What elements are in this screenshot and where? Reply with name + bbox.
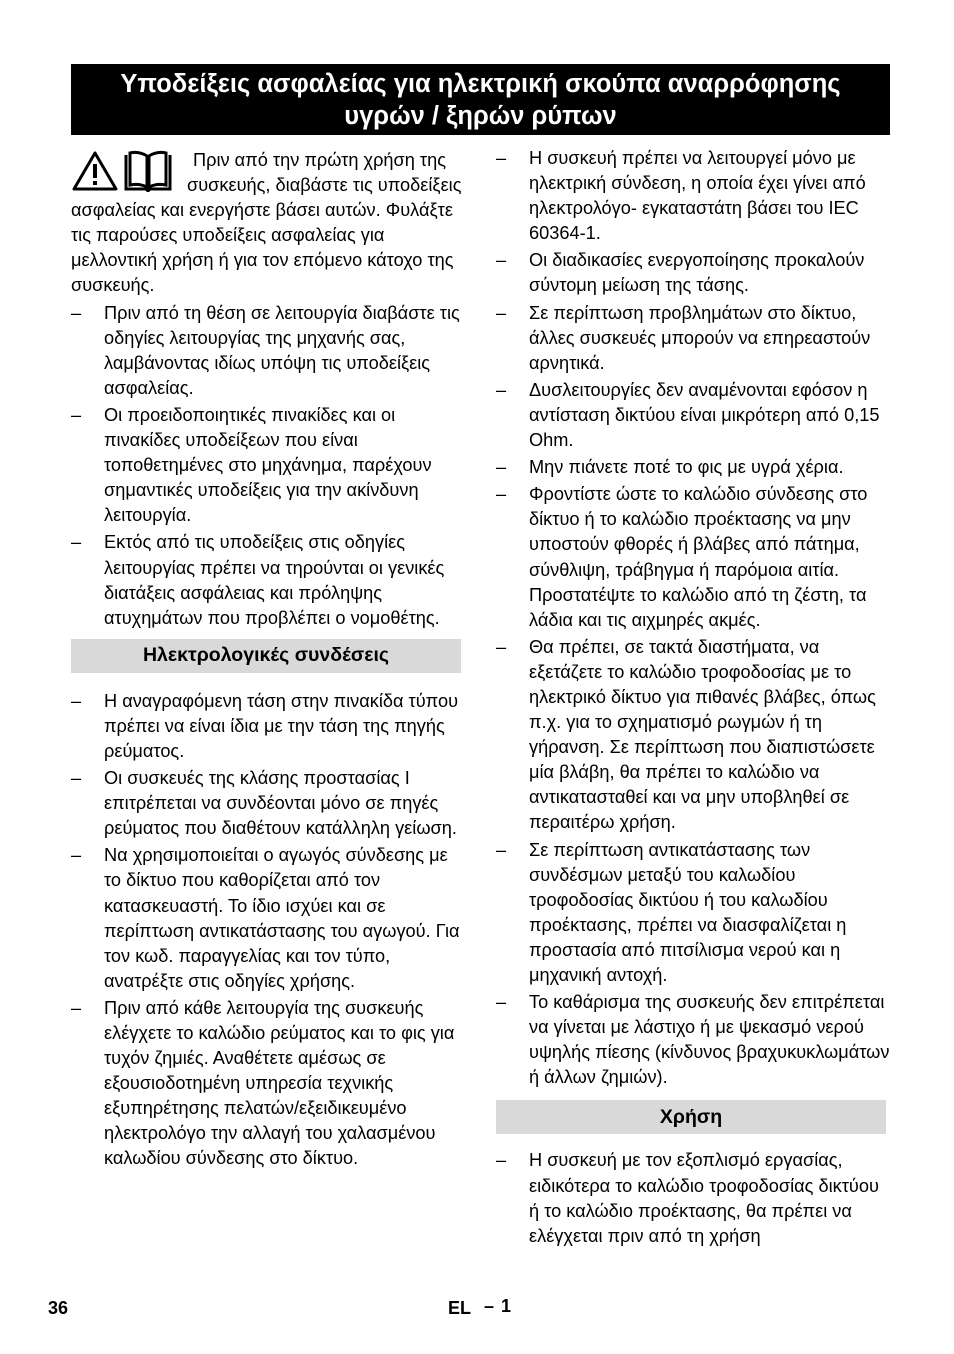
list-item	[496, 455, 890, 480]
list-dash: –	[496, 302, 507, 323]
list-item-text: Οι προειδοποιητικές πινακίδες και οι πινακίδες υποδείξεων που είναι τοποθετημένες στο μηχάνημα, παρέχουν σημαντικές υποδείξεις για την ακίνδυνη λειτουργία.	[104, 404, 432, 526]
usage-list	[496, 1148, 890, 1248]
list-item	[496, 146, 890, 246]
list-dash: –	[496, 992, 507, 1013]
intro-text: Πριν από την πρώτη χρήση της συσκευής, διαβάστε τις υποδείξεις ασφαλείας και ενεργήστε βάσει αυτών. Φυλάξτε τις παρούσες υποδείξεις ασφαλείας για μελλοντική χρήση ή για τον επόμενο κάτοχο της συσκευής.	[71, 150, 462, 296]
title-line-2: υγρών / ξηρών ρύπων	[344, 101, 617, 130]
intro-paragraph	[71, 148, 463, 299]
list-item-text: Πριν από τη θέση σε λειτουργία διαβάστε τις οδηγίες λειτουργίας της μηχανής σας, λαμβάνοντας ιδίως υπόψη τις υποδείξεις ασφαλείας.	[104, 302, 460, 398]
list-item	[71, 530, 463, 630]
list-item-text: Σε περίπτωση αντικατάστασης των συνδέσμων μεταξύ του καλωδίου τροφοδοσίας δικτύου ή του καλωδίου προέκτασης, πρέπει να διασφαλίζεται η προστασία από πιτσίλισμα νερού και η μηχανική αντοχή.	[529, 839, 847, 985]
list-item	[496, 1148, 890, 1248]
footer-separator: –	[484, 1296, 495, 1316]
list-dash: –	[71, 404, 82, 425]
list-item-text: Η συσκευή πρέπει να λειτουργεί μόνο με ηλεκτρική σύνδεση, η οποία έχει γίνει από ηλεκτρολόγο- εγκαταστάτη βάσει του IEC 60364-1.	[529, 148, 866, 244]
list-dash: –	[496, 1150, 507, 1171]
list-item	[496, 635, 890, 836]
list-item-text: Οι διαδικασίες ενεργοποίησης προκαλούν σύντομη μείωση της τάσης.	[529, 250, 865, 296]
list-item-text: Η συσκευή με τον εξοπλισμό εργασίας, ειδικότερα το καλώδιο τροφοδοσίας δικτύου ή το καλώδιο προέκτασης, θα πρέπει να ελέγχεται πριν από τη χρήση	[529, 1150, 879, 1246]
manual-book-icon	[123, 150, 173, 192]
language-code: EL	[448, 1298, 472, 1318]
list-item-text: Δυσλειτουργίες δεν αναμένονται εφόσον η αντίσταση δικτύου είναι μικρότερη από 0,15 Ohm.	[529, 379, 880, 451]
list-item	[496, 990, 890, 1090]
list-dash: –	[496, 484, 507, 505]
warning-triangle-icon	[71, 150, 119, 192]
list-dash: –	[496, 148, 507, 168]
list-item-text: Πριν από κάθε λειτουργία της συσκευής ελέγχετε το καλώδιο ρεύματος και το φις για τυχόν ζημιές. Αναθέτετε αμέσως σε εξουσιοδοτημένη υπηρεσία τεχνικής εξυπηρέτησης πελατών/εξειδικευμένο ηλεκτρολόγο την αλλαγή του χαλασμένου καλωδίου σύνδεσης στο δίκτυο.	[104, 997, 455, 1169]
list-item	[71, 996, 463, 1172]
section-heading-electrical: Ηλεκτρολογικές συνδέσεις	[71, 639, 461, 673]
list-item-text: Μην πιάνετε ποτέ το φις με υγρά χέρια.	[529, 457, 844, 478]
list-item	[496, 482, 890, 633]
list-dash: –	[71, 302, 82, 323]
list-dash: –	[71, 768, 82, 789]
list-item-text: Η αναγραφόμενη τάση στην πινακίδα τύπου πρέπει να είναι ίδια με την τάση της πηγής ρεύματος.	[104, 690, 459, 761]
list-item-text: Σε περίπτωση προβλημάτων στο δίκτυο, άλλες συσκευές μπορούν να επηρεαστούν αρνητικά.	[529, 302, 871, 373]
left-column	[71, 148, 463, 1172]
list-dash: –	[71, 690, 82, 711]
list-dash: –	[496, 636, 507, 657]
list-item	[71, 766, 463, 841]
electrical-list-right	[496, 146, 890, 1090]
list-item	[496, 378, 890, 453]
list-item-text: Οι συσκευές της κλάσης προστασίας I επιτρέπεται να συνδέονται μόνο σε πηγές ρεύματος που διαθέτουν κατάλληλη γείωση.	[104, 768, 457, 839]
list-item	[71, 403, 463, 528]
general-list	[71, 301, 463, 631]
title-line-1: Υποδείξεις ασφαλείας για ηλεκτρική σκούπα αναρρόφησης	[120, 69, 841, 98]
intro-icons	[71, 150, 181, 194]
list-item	[71, 843, 463, 994]
list-dash: –	[71, 532, 82, 553]
list-item-text: Να χρησιμοποιείται ο αγωγός σύνδεσης με το δίκτυο που καθορίζεται από τον κατασκευαστή. Το ίδιο ισχύει και σε περίπτωση αντικατάστασης του αγωγού. Για τον κωδ. παραγγελίας και τον τύπο, ανατρέξτε στις οδηγίες χρήσης.	[104, 845, 460, 991]
list-item	[71, 689, 463, 764]
right-column	[496, 144, 890, 1249]
electrical-list-left	[71, 689, 463, 1172]
list-dash: –	[71, 845, 82, 866]
page-title	[71, 64, 890, 135]
list-item	[496, 248, 890, 298]
page-number: 36	[48, 1298, 69, 1318]
list-item	[496, 838, 890, 989]
section-number: 1	[501, 1296, 512, 1316]
list-dash: –	[496, 839, 507, 860]
list-dash: –	[496, 250, 507, 271]
list-dash: –	[71, 997, 82, 1018]
list-item-text: Το καθάρισμα της συσκευής δεν επιτρέπεται να γίνεται με λάστιχο ή με ψεκασμό νερού υψηλής πίεσης (κίνδυνος βραχυκυκλωμάτων ή άλλων ζημιών).	[529, 992, 890, 1088]
list-item-text: Θα πρέπει, σε τακτά διαστήματα, να εξετάζετε το καλώδιο τροφοδοσίας με το ηλεκτρικό δίκτυο για πιθανές βλάβες, όπως π.χ. για το σχηματισμό ρωγμών ή τη γήρανση. Σε περίπτωση που διαπιστώσετε μία βλάβη, θα πρέπει το καλώδιο να αντικατασταθεί και να μην υποβληθεί σε περαιτέρω χρήση.	[529, 636, 876, 833]
list-item	[71, 301, 463, 401]
list-item	[496, 301, 890, 376]
list-dash: –	[496, 457, 507, 478]
list-dash: –	[496, 379, 507, 400]
section-heading-usage: Χρήση	[496, 1100, 886, 1134]
list-item-text: Εκτός από τις υποδείξεις στις οδηγίες λειτουργίας πρέπει να τηρούνται οι γενικές διατάξεις ασφάλειας και πρόληψης ατυχημάτων που προβλέπει ο νομοθέτης.	[104, 532, 445, 628]
list-item-text: Φροντίστε ώστε το καλώδιο σύνδεσης στο δίκτυο ή το καλώδιο προέκτασης να μην υποστούν φθορές ή βλάβες από πάτημα, σύνθλιψη, τράβηγμα ή παρόμοια αιτία. Προστατέψτε το καλώδιο από τη ζέστη, τα λάδια και τις αιχμηρές ακμές.	[529, 484, 868, 630]
